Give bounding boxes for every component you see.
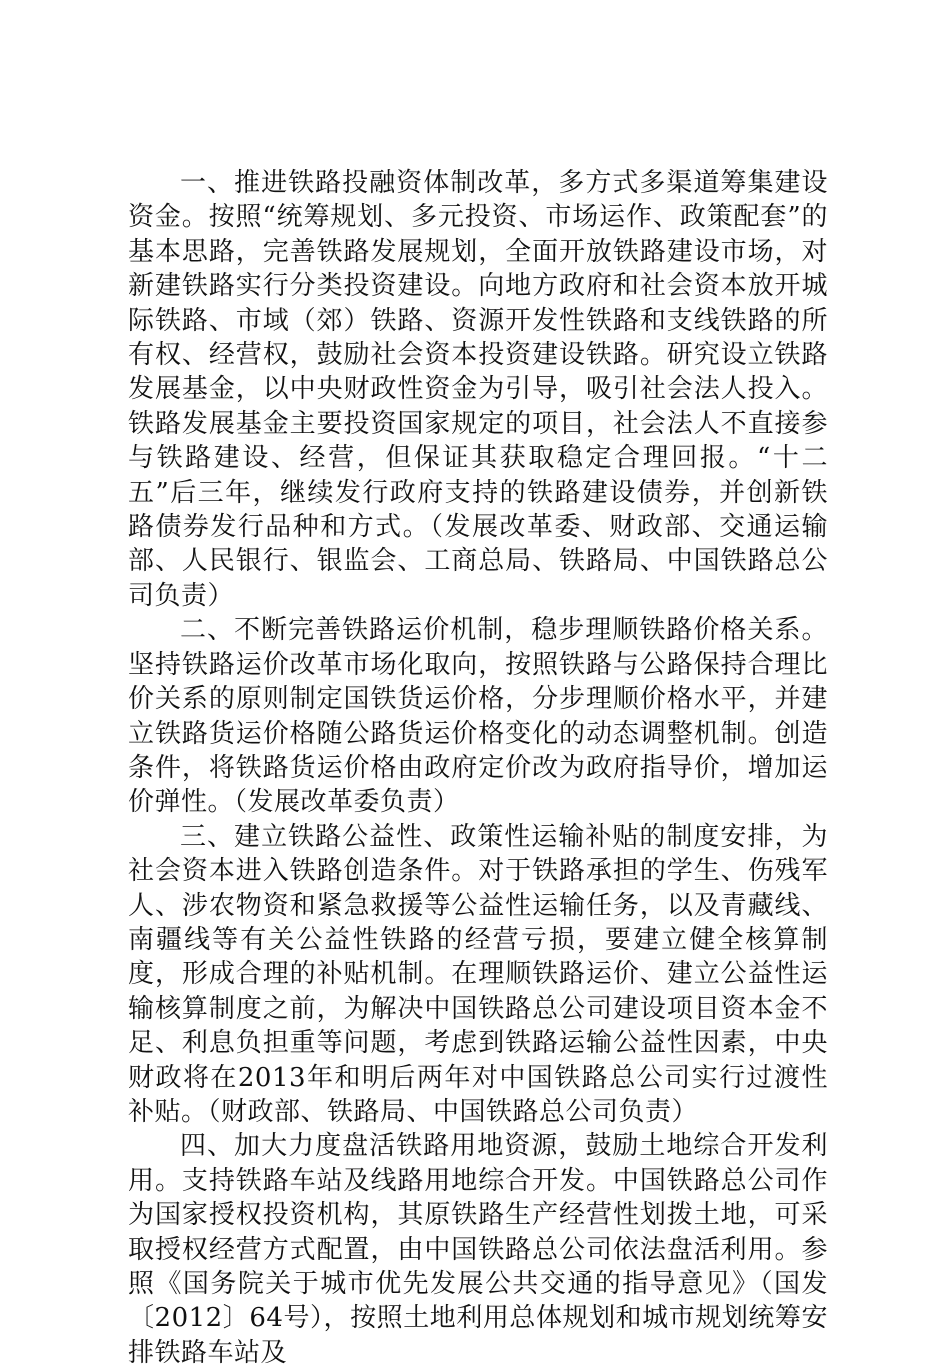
paragraph-3: 三、建立铁路公益性、政策性运输补贴的制度安排，为社会资本进入铁路创造条件。对于铁路承担的学生、伤残军人、涉农物资和紧急救援等公益性运输任务，以及青藏线、南疆线等有关公益性铁路的经营亏损，要建立健全核算制度，形成合理的补贴机制。在理顺铁路运价、建立公益性运输核算制度之前，为解决中国铁路总公司建设项目资本金不足、利息负担重等问题，考虑到铁路运输公益性因素，中央财政将在2013年和明后两年对中国铁路总公司实行过渡性补贴。（财政部、铁路局、中国铁路总公司负责） [128, 821, 828, 1127]
paragraph-4: 四、加大力度盘活铁路用地资源，鼓励土地综合开发利用。支持铁路车站及线路用地综合开发。中国铁路总公司作为国家授权投资机构，其原铁路生产经营性划拨土地，可采取授权经营方式配置，由中国铁路总公司依法盘活利用。参照《国务院关于城市优先发展公共交通的指导意见》（国发〔2012〕64号），按照土地利用总体规划和城市规划统筹安排铁路车站及 [128, 1131, 828, 1368]
document-body [128, 166, 828, 1370]
paragraph-1: 一、推进铁路投融资体制改革，多方式多渠道筹集建设资金。按照“统筹规划、多元投资、市场运作、政策配套”的基本思路，完善铁路发展规划，全面开放铁路建设市场，对新建铁路实行分类投资建设。向地方政府和社会资本放开城际铁路、市域（郊）铁路、资源开发性铁路和支线铁路的所有权、经营权，鼓励社会资本投资建设铁路。研究设立铁路发展基金，以中央财政性资金为引导，吸引社会法人投入。铁路发展基金主要投资国家规定的项目，社会法人不直接参与铁路建设、经营，但保证其获取稳定合理回报。“十二五”后三年，继续发行政府支持的铁路建设债券，并创新铁路债券发行品种和方式。（发展改革委、财政部、交通运输部、人民银行、银监会、工商总局、铁路局、中国铁路总公司负责） [128, 168, 828, 611]
paragraph-2: 二、不断完善铁路运价机制，稳步理顺铁路价格关系。坚持铁路运价改革市场化取向，按照铁路与公路保持合理比价关系的原则制定国铁货运价格，分步理顺价格水平，并建立铁路货运价格随公路货运价格变化的动态调整机制。创造条件，将铁路货运价格由政府定价改为政府指导价，增加运价弹性。（发展改革委负责） [128, 615, 828, 818]
